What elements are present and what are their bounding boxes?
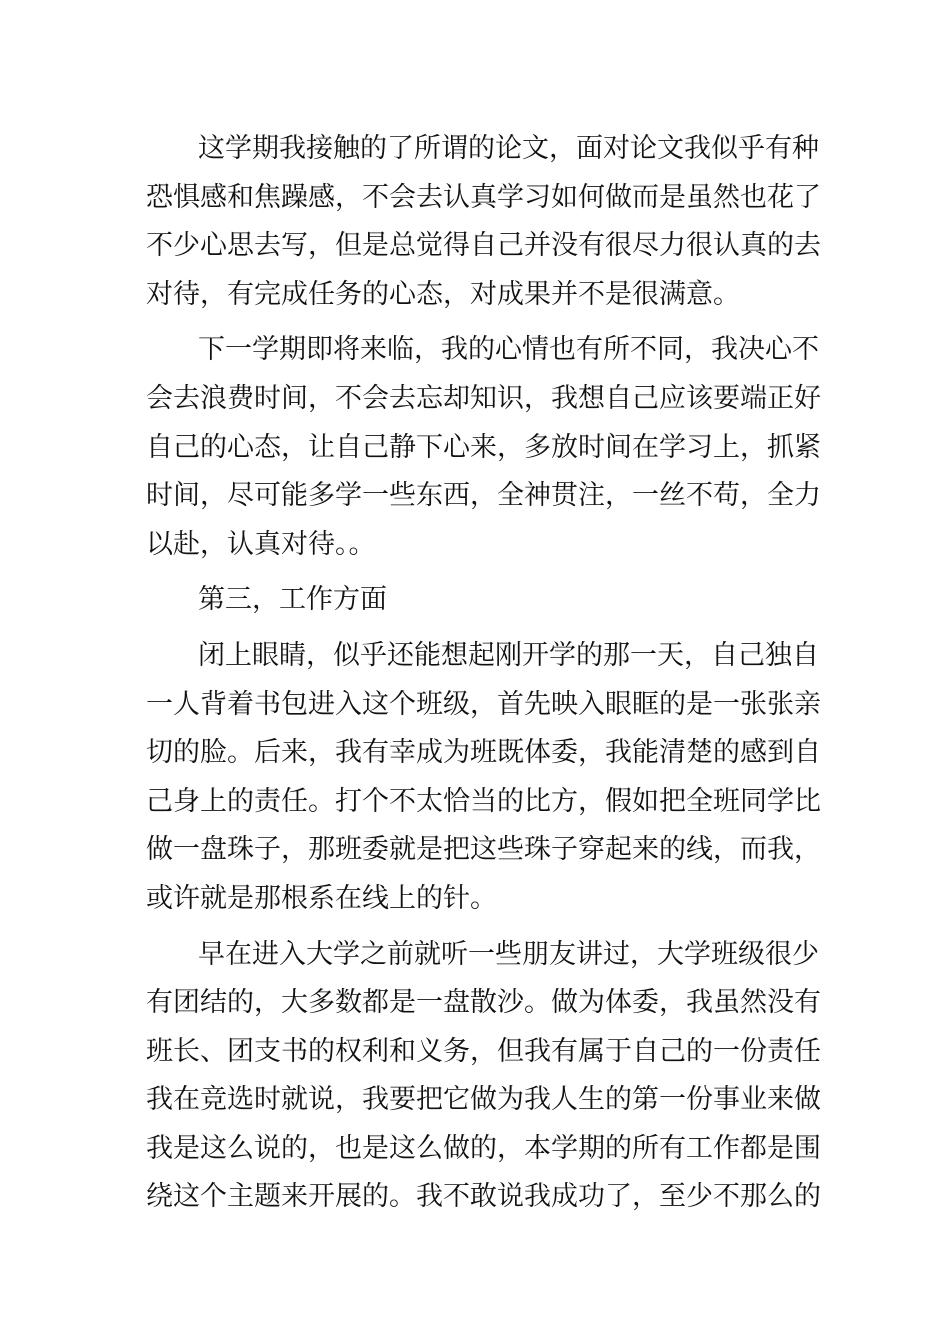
text-line: 我是这么说的，也是这么做的，本学期的所有工作都是围 [146,1132,821,1164]
text-line: 不少心思去写，但是总觉得自己并没有很尽力很认真的去 [146,230,821,262]
text-line: 自己的心态，让自己静下心来，多放时间在学习上，抓紧 [146,431,821,463]
text-line: 会去浪费时间，不会去忘却知识，我想自己应该要端正好 [146,382,821,414]
section-heading-work [146,576,806,625]
text-line: 一人背着书包进入这个班级，首先映入眼眶的是一张张亲 [146,688,821,720]
paragraph-next-semester [146,326,821,569]
text-line: 或许就是那根系在线上的针。 [146,882,497,914]
text-line: 这学期我接触的了所谓的论文，面对论文我似乎有种 [198,133,819,164]
text-line: 绕这个主题来开展的。我不敢说我成功了，至少不那么的 [146,1181,821,1213]
text-line: 时间，尽可能多学一些东西，全神贯注，一丝不苟，全力 [146,480,821,512]
paragraph-class-role [146,632,821,924]
text-line: 下一学期即将来临，我的心情也有所不同，我决心不 [198,334,819,366]
document-body [146,125,821,1229]
text-line: 恐惧感和焦躁感，不会去认真学习如何做而是虽然也花了 [146,181,821,213]
text-line: 早在进入大学之前就听一些朋友讲过，大学班级很少 [198,938,819,970]
text-line: 我在竞选时就说，我要把它做为我人生的第一份事业来做 [146,1084,821,1116]
section-heading: 第三，工作方面 [198,584,387,616]
text-line: 己身上的责任。打个不太恰当的比方，假如把全班同学比 [146,785,821,817]
text-line: 做一盘珠子，那班委就是把这些珠子穿起来的线，而我， [146,834,821,866]
text-line: 以赴，认真对待。。 [146,528,376,560]
paragraph-responsibility [146,931,821,1223]
text-line: 闭上眼睛，似乎还能想起刚开学的那一天，自己独自 [198,639,819,671]
text-line: 有团结的，大多数都是一盘散沙。做为体委，我虽然没有 [146,987,821,1019]
paragraph-thesis [146,125,821,319]
text-line: 班长、团支书的权利和义务，但我有属于自己的一份责任 [146,1035,821,1067]
text-line: 切的脸。后来，我有幸成为班既体委，我能清楚的感到自 [146,737,821,769]
text-line: 对待，有完成任务的心态，对成果并不是很满意。 [146,278,740,310]
